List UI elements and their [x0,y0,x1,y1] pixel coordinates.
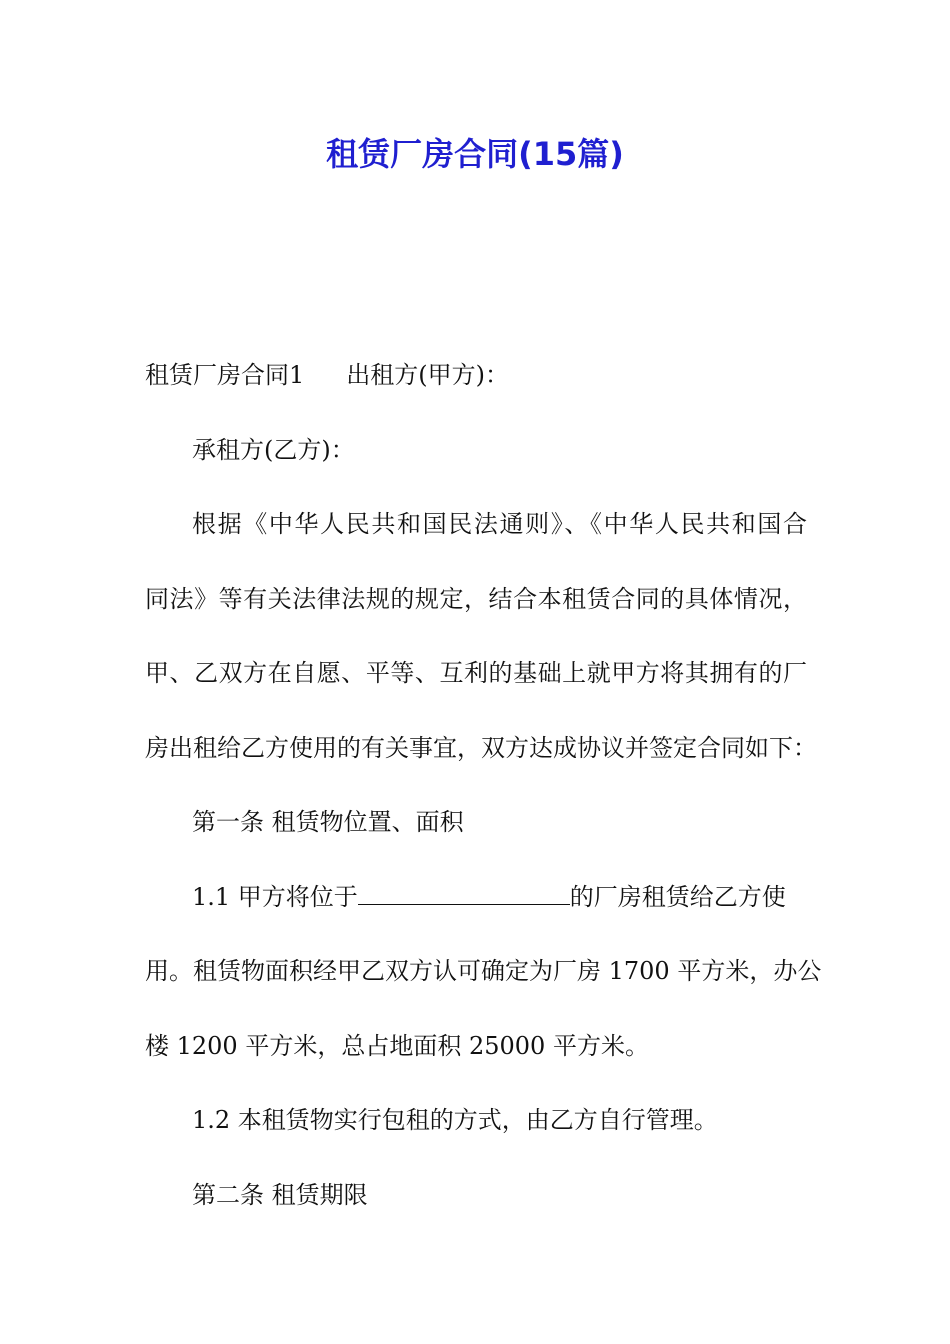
clause-1-1-line: 用。租赁物面积经甲乙双方认可确定为厂房 1700 平方米，办公 [145,957,822,985]
clause-1-1-suffix: 的厂房租赁给乙方使 [569,882,786,911]
location-blank-field [358,884,570,905]
para1-line: 根据《中华人民共和国民法通则》、《中华人民共和国合 [192,510,807,538]
article1-title: 第一条 租赁物位置、面积 [192,808,464,836]
article2-title: 第二条 租赁期限 [192,1180,368,1209]
document-title: 租赁厂房合同(15篇) [326,135,624,173]
para1-line: 甲、乙双方在自愿、平等、互利的基础上就甲方将其拥有的厂 [145,659,807,687]
lessee-label: 承租方(乙方)： [192,435,355,464]
lessee-line [145,413,807,488]
contract-number-heading: 租赁厂房合同1 [145,361,305,389]
clause-1-2: 1.2 本租赁物实行包租的方式，由乙方自行管理。 [192,1106,718,1134]
clause-1-1-line: 楼 1200 平方米，总占地面积 25000 平方米。 [145,1031,649,1060]
document-body [145,338,822,1232]
intro-line [145,338,807,413]
para1-line: 同法》等有关法律法规的规定，结合本租赁合同的具体情况， [145,584,807,613]
para1-line: 房出租给乙方使用的有关事宜，双方达成协议并签定合同如下： [145,733,817,762]
clause-1-1-first-line [145,860,807,935]
clause-1-1-prefix: 1.1 甲方将位于 [192,882,358,911]
lessor-label: 出租方(甲方)： [346,361,510,389]
